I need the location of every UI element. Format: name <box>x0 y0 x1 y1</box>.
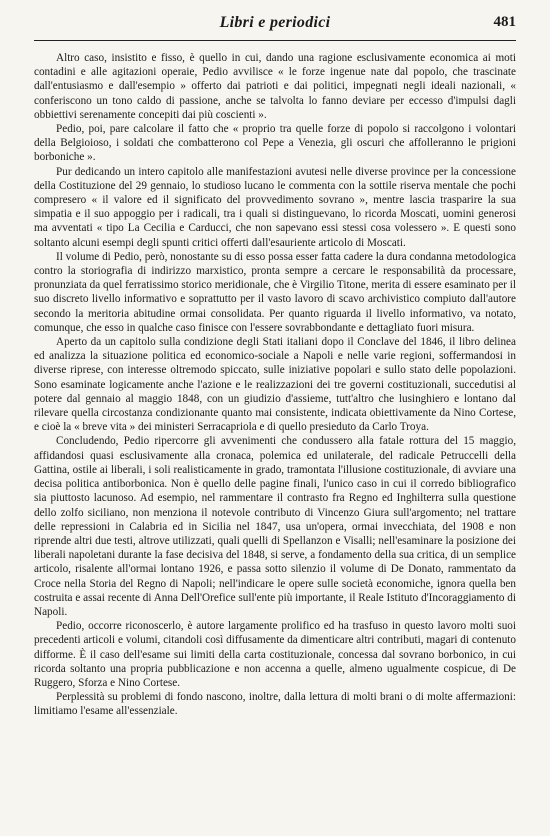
paragraph: Pur dedicando un intero capitolo alle manifestazioni avutesi nelle diverse province per la concessione della Costituzione del 29 gennaio, lo studioso lucano le commenta con la sottile riserva mentale che pochi compresero « il valore ed il significato del provvedimento sovrano », mentre lascia trasparire la sua simpatia e il suo appoggio per i radicali, tra i quali si distinguevano, lo ricorda Moscati, uomini generosi ma avventati « tipo La Cecilia e Carducci, che non sapevano essi stessi cosa volessero ». E questi sono soltanto alcuni esempi degli spunti critici offerti dall'esauriente articolo di Moscati. <box>34 165 516 249</box>
running-title: Libri e periodici <box>219 14 331 31</box>
body-text <box>34 51 516 719</box>
paragraph: Pedio, occorre riconoscerlo, è autore largamente prolifico ed ha trasfuso in questo lavoro molti suoi precedenti articoli e volumi, citandoli così diffusamente da dimenticare altri contributi, magari di contenuto difforme. È il caso dell'esame sui limiti della carta costituzionale, concessa dal sovrano borbonico, in cui ricorda soltanto una propria pubblicazione e non accenna a quelle, almeno ugualmente cospicue, di De Ruggero, Sforza e Nino Cortese. <box>34 620 516 689</box>
paragraph: Altro caso, insistito e fisso, è quello in cui, dando una ragione esclusivamente economica ai moti contadini e alle agitazioni operaie, Pedio avvilisce « le forze ingenue nate dal popolo, che trascinate dall'entusiasmo e dall'esempio » offerto dai patrioti e dai politici, impegnati negli ideali nazionali, « conferiscono un tono caldo di passione, anche se talvolta lo fanno deviare per eccesso d'impulsi dagli obbiettivi serenamente concepiti dai più coscienti ». <box>34 52 516 121</box>
paragraph: Aperto da un capitolo sulla condizione degli Stati italiani dopo il Conclave del 1846, il libro delinea ed analizza la situazione politica ed economico-sociale a Napoli e nelle varie regioni, soffermandosi in diverse riprese, con interesse oltremodo spiccato, sulle iniziative popolari e sullo stato delle popolazioni. Sono esaminate logicamente anche l'azione e le realizzazioni dei tre governi costituzionali, succedutisi al potere dal gennaio al maggio 1848, con un giudizio d'assieme, tutt'altro che lusinghiero e lontano dal rilevare quella circostanza condizionante quanto mai consistente, indicata obiettivamente da Nino Cortese, e cioè la « breve vita » dei ministeri Serracapriola e di quello presieduto da Carlo Troya. <box>34 336 516 434</box>
page-number: 481 <box>493 14 516 30</box>
paragraph: Pedio, poi, pare calcolare il fatto che « proprio tra quelle forze di popolo si raccolgono i volontari della Belgioioso, i soldati che combatterono col Pepe a Venezia, gli oscuri che affolleranno le prigioni borboniche ». <box>34 123 516 164</box>
paragraph: Concludendo, Pedio ripercorre gli avvenimenti che condussero alla fatale rottura del 15 maggio, affidandosi quasi esclusivamente alla cronaca, polemica ed unilaterale, del radicale Petruccelli della Gattina, ostile ai liberali, i soli realisticamente in grado, tramontata l'illusione costituzionale, di avviare una decisa politica antiborbonica. Non è quello delle pagine finali, l'unico caso in cui il corredo bibliografico sia piuttosto lacunoso. Ad esempio, nel rammentare il contrasto fra Regno ed Inghilterra sulla questione dello zolfo siciliano, non menziona il notevole contributo di Vincenzo Giura sull'argomento; nel trattare delle repressioni in Calabria ed in Sicilia nel 1847, usa un'opera, ormai invecchiata, del 1908 e non riprende altri due testi, altrove utilizzati, quali quelli di Spellanzon e Visalli; nell'esaminare la posizione dei liberali napoletani durante la fase decisiva del 1848, si serve, a fondamento della sua critica, di un semplice articolo, risalente all'ormai lontano 1926, e passa sotto silenzio il volume di De Donato, rammentato da Croce nella Storia del Regno di Napoli; nell'indicare le opere sulle società economiche, ignora quella ben costruita e assai recente di Anna Dell'Orefice sull'ente più importante, il Reale Istituto d'Incoraggiamento di Napoli. <box>34 435 516 618</box>
document-page <box>0 10 550 836</box>
paragraph: Perplessità su problemi di fondo nascono, inoltre, dalla lettura di molti brani o di molte affermazioni: limitiamo l'esame all'essenziale. <box>34 691 516 718</box>
page-header <box>34 10 516 41</box>
paragraph: Il volume di Pedio, però, nonostante su di esso possa esser fatta cadere la dura condanna metodologica contro la storiografia di indirizzo marxistico, pronta sempre a cercare le responsabilità da processare, pronunziata da quel ferratissimo storico meridionale, che è Virgilio Titone, merita di essere esaminato per il suo discreto livello informativo e soprattutto per il vasto lavoro di scavo archivistico compiuto dall'autore secondo la meritoria abitudine ormai consolidata. Per quanto riguarda il livello informativo, va notato, comunque, che esso in qualche caso finisce con l'essere sovrabbondante e dettagliato fuori misura. <box>34 250 516 334</box>
